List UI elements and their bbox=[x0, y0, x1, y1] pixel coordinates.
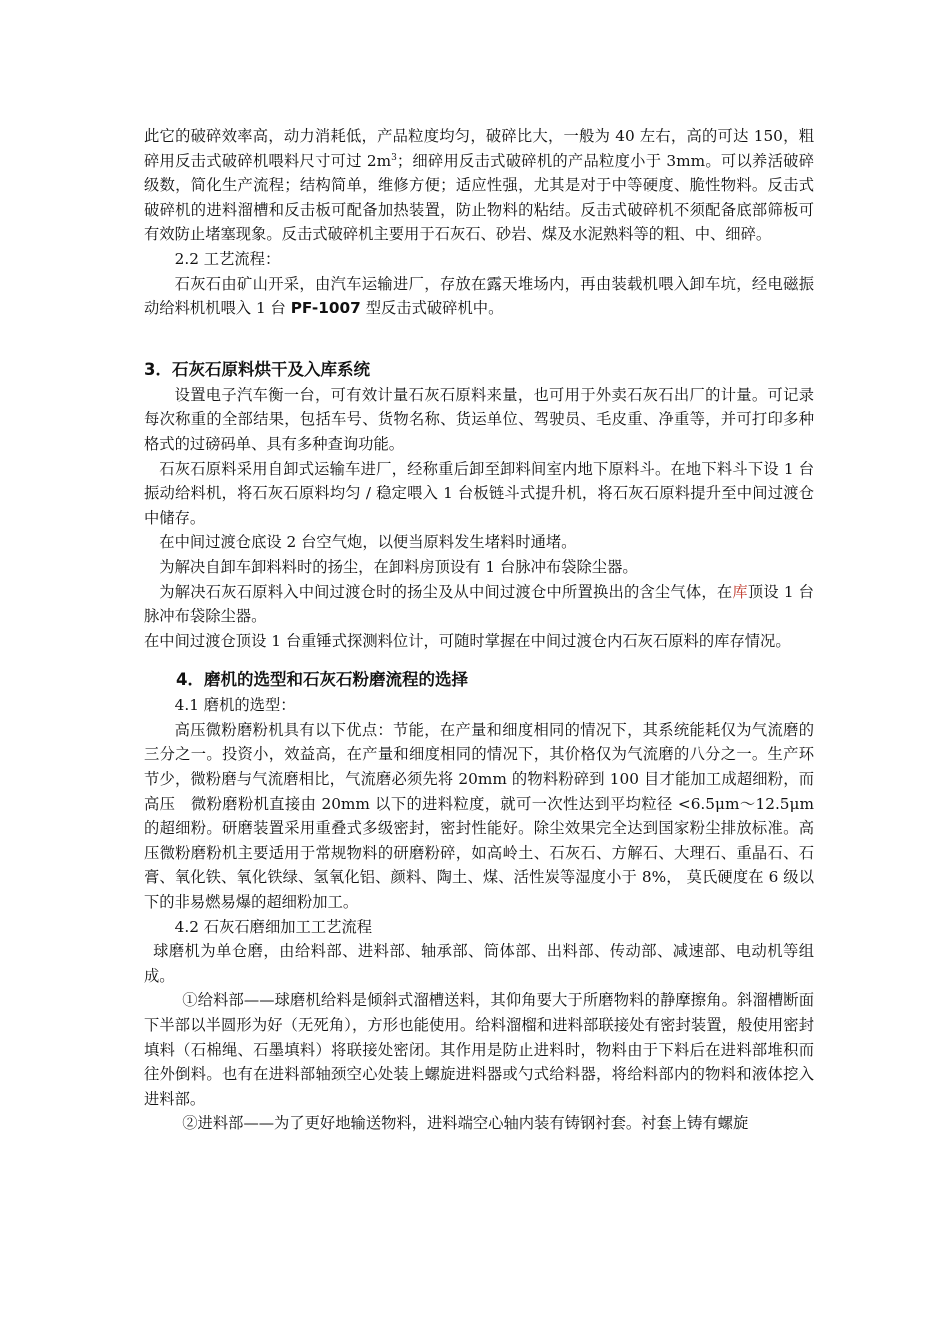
intro-paragraph-2 bbox=[144, 272, 814, 321]
document-page bbox=[144, 124, 814, 1136]
section-3-paragraph-4: 为解决自卸车卸料料时的扬尘，在卸料房顶设有 1 台脉冲布袋除尘器。 bbox=[159, 557, 638, 576]
section-4-paragraph-3: ①给料部——球磨机给料是倾斜式溜槽送料，其仰角要大于所磨物料的静摩擦角。斜溜槽断面下半部以半圆形为好（无死角），方形也能使用。给料溜榴和进料部联接处有密封装置，般使用密封填料（石棉绳、石墨填料）将联接处密闭。其作用是防止进料时，物料由于下料后在进料部堆积而往外倒料。也有在进料部轴颈空心处装上螺旋进料器或勺式给料器，将给料部内的物料和液体挖入进料部。 bbox=[144, 991, 814, 1108]
spacer bbox=[144, 653, 814, 667]
section-4-paragraph-4: ②进料部——为了更好地输送物料，进料端空心轴内装有铸钢衬套。衬套上铸有螺旋 bbox=[182, 1114, 749, 1133]
section-3-paragraph-5 bbox=[144, 580, 814, 629]
highlighted-text: 库 bbox=[732, 582, 748, 601]
intro-paragraph-1 bbox=[144, 124, 814, 247]
section-3-paragraph-2: 石灰石原料采用自卸式运输车进厂，经称重后卸至卸料间室内地下原料斗。在地下料斗下设 1 台振动给料机，将石灰石原料均匀 / 稳定喂入 1 台板链斗式提升机，将石灰石原料提升至中间过渡仓中储存。 bbox=[144, 459, 814, 527]
section-3-paragraph-3: 在中间过渡仓底设 2 台空气炮，以便当原料发生堵料时通堵。 bbox=[159, 533, 577, 552]
section-3-paragraph-1: 设置电子汽车衡一台，可有效计量石灰石原料来量，也可用于外卖石灰石出厂的计量。可记录每次称重的全部结果，包括车号、货物名称、货运单位、驾驶员、毛皮重、净重等，并可打印多种格式的过磅码单、具有多种查询功能。 bbox=[144, 385, 814, 453]
text-run: ；细碎用反击式破碎机的产品粒度小于 3mm。可以养活破碎级数，简化生产流程；结构简单，维修方便；适应性强，尤其是对于中等硬度、脆性物料。反击式破碎机的进料溜槽和反击板可配备加热装置，防止物料的粘结。反击式破碎机不须配备底部筛板可有效防止堵塞现象。反击式破碎机主要用于石灰石、砂岩、煤及水泥熟料等的粗、中、细碎。 bbox=[144, 151, 814, 244]
text-run: 为解决石灰石原料入中间过渡仓时的扬尘及从中间过渡仓中所置换出的含尘气体，在 bbox=[159, 582, 733, 601]
model-number: PF-1007 bbox=[290, 299, 361, 318]
section-3-heading: 3．石灰石原料烘干及入库系统 bbox=[144, 359, 370, 379]
section-4-paragraph-1: 高压微粉磨粉机具有以下优点：节能，在产量和细度相同的情况下，其系统能耗仅为气流磨的三分之一。投资小，效益高，在产量和细度相同的情况下，其价格仅为气流磨的八分之一。生产环节少，微粉磨与气流磨相比，气流磨必须先将 20mm 的物料粉碎到 100 目才能加工成超细粉，而高压 微粉磨粉机直接由 20mm 以下的进料粒度，就可一次性达到平均粒径 <6.5μm～12.5μm 的超细粉。研磨装置采用重叠式多级密封，密封性能好。除尘效果完全达到国家粉尘排放标准。高压微粉磨粉机主要适用于常规物料的研磨粉碎，如高岭土、石灰石、方解石、大理石、重晶石、石膏、氧化铁、氧化铁绿、氢氧化铝、颜料、陶土、煤、活性炭等湿度小于 8%， 莫氏硬度在 6 级以下的非易燃易爆的超细粉加工。 bbox=[144, 720, 814, 912]
superscript: 3 bbox=[391, 152, 397, 163]
text-run: 此它的破碎效率高，动力消耗低，产品粒度均匀，破碎比大，一般为 40 左右，高的可达 150，粗碎用反击式破碎机喂料尺寸可过 2m bbox=[144, 127, 814, 170]
spacer bbox=[144, 321, 814, 357]
text-run: 型反击式破碎机中。 bbox=[360, 299, 504, 318]
section-4-paragraph-2: 球磨机为单仓磨，由给料部、进料部、轴承部、筒体部、出料部、传动部、减速部、电动机等组成。 bbox=[144, 942, 814, 985]
subheading-2-2: 2.2 工艺流程： bbox=[174, 249, 281, 268]
text-run: 石灰石由矿山开采，由汽车运输进厂，存放在露天堆场内，再由装载机喂入卸车坑，经电磁振动给料机机喂入 1 台 bbox=[144, 274, 814, 318]
subheading-4-1: 4.1 磨机的选型： bbox=[174, 696, 296, 715]
text-run: 顶设 1 台脉冲布袋除尘器。 bbox=[144, 582, 814, 626]
subheading-4-2: 4.2 石灰石磨细加工工艺流程 bbox=[174, 917, 373, 936]
section-3-paragraph-6: 在中间过渡仓顶设 1 台重锤式探测料位计，可随时掌握在中间过渡仓内石灰石原料的库存情况。 bbox=[144, 631, 791, 650]
section-4-heading: 4．磨机的选型和石灰石粉磨流程的选择 bbox=[176, 670, 468, 690]
